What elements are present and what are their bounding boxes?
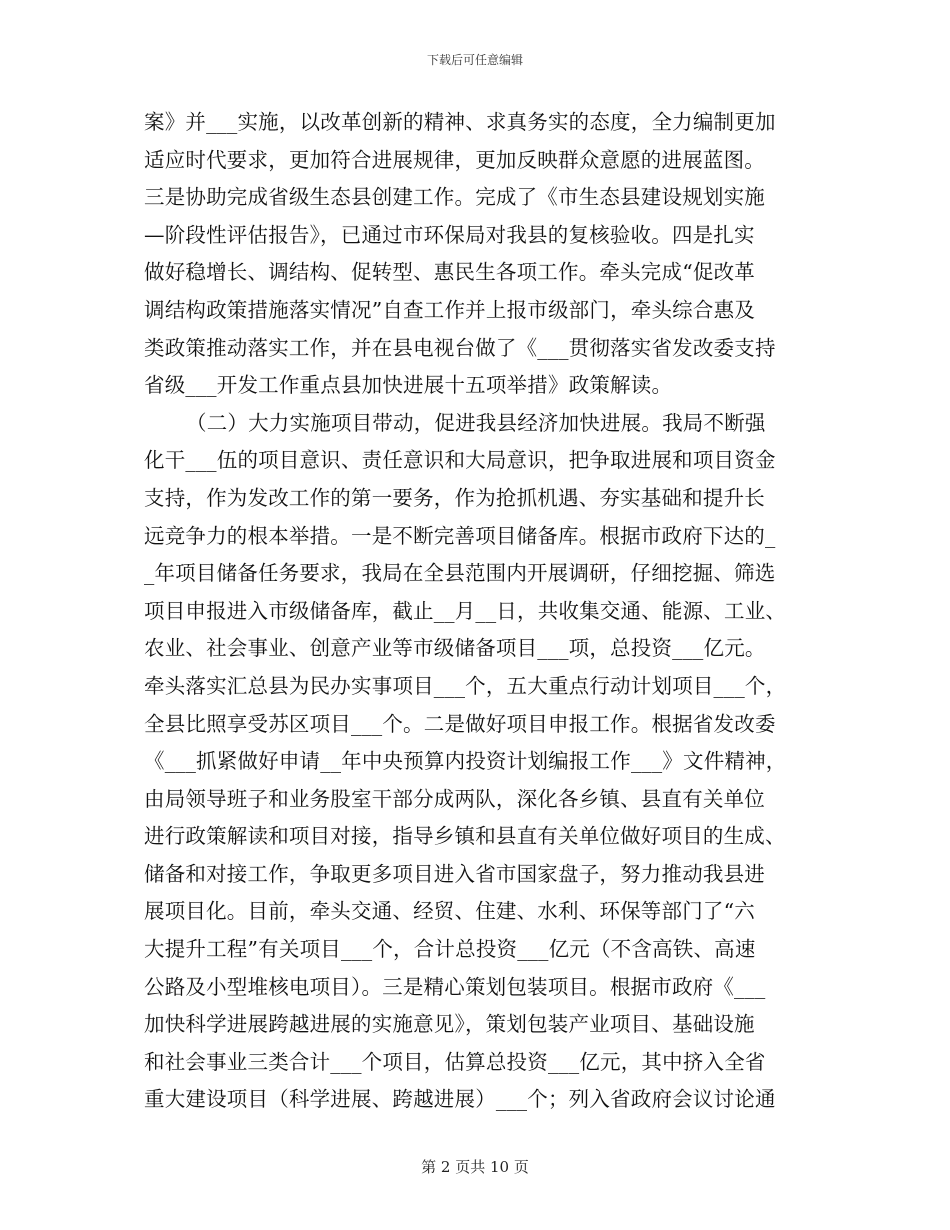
text-line: 省级___开发工作重点县加快进展十五项举措》政策解读。 <box>144 373 673 398</box>
text-line: 加快科学进展跨越进展的实施意见》，策划包装产业项目、基础设施 <box>144 1012 755 1037</box>
text-line: 支持，作为发改工作的第一要务，作为抢抓机遇、夯实基础和提升长 <box>144 485 765 510</box>
text-line: 化干___伍的项目意识、责任意识和大局意识，把争取进展和项目资金 <box>144 448 776 473</box>
text-line: 《___抓紧做好申请__年中央预算内投资计划编报工作___》文件精神， <box>144 749 787 774</box>
text-line: 公路及小型堆核电项目）。三是精心策划包装项目。根据市政府《___ <box>144 974 766 999</box>
page-number-footer: 第 2 页共 10 页 <box>421 1158 529 1176</box>
text-line: 牵头落实汇总县为民办实事项目___个，五大重点行动计划项目___个， <box>144 673 787 698</box>
document-body <box>144 104 808 1119</box>
text-line: —阶段性评估报告》，已通过市环保局对我县的复核验收。四是扎实 <box>144 222 755 247</box>
page-header: 下载后可任意编辑 <box>426 53 523 67</box>
text-line: 储备和对接工作，争取更多项目进入省市国家盘子，努力推动我县进 <box>144 861 765 886</box>
text-line: 大提升工程”有关项目___个，合计总投资___亿元（不含高铁、高速 <box>144 937 756 962</box>
text-line: 展项目化。目前，牵头交通、经贸、住建、水利、环保等部门了“六 <box>144 899 755 924</box>
text-line: 由局领导班子和业务股室干部分成两队，深化各乡镇、县直有关单位 <box>144 786 765 811</box>
text-line: 全县比照享受苏区项目___个。二是做好项目申报工作。根据省发改委 <box>144 711 776 736</box>
text-line: 三是协助完成省级生态县创建工作。完成了《市生态县建设规划实施 <box>144 185 765 210</box>
text-line: 农业、社会事业、创意产业等市级储备项目___项，总投资___亿元。 <box>144 636 766 661</box>
text-line: 做好稳增长、调结构、促转型、惠民生各项工作。牵头完成“促改革 <box>144 260 755 285</box>
text-line: 项目申报进入市级储备库，截止__月__日，共收集交通、能源、工业、 <box>144 598 787 623</box>
text-line: 调结构政策措施落实情况”自查工作并上报市级部门，牵头综合惠及 <box>144 297 755 322</box>
paragraph-start-line: （二）大力实施项目带动，促进我县经济加快进展。我局不断强 <box>186 410 766 435</box>
text-line: 重大建设项目（科学进展、跨越进展）___个；列入省政府会议讨论通 <box>144 1087 776 1112</box>
text-line: 适应时代要求，更加符合进展规律，更加反映群众意愿的进展蓝图。 <box>144 147 765 172</box>
text-line: 远竞争力的根本举措。一是不断完善项目储备库。根据市政府下达的_ <box>144 523 776 548</box>
text-line: 案》并___实施，以改革创新的精神、求真务实的态度，全力编制更加 <box>144 110 776 134</box>
text-line: 和社会事业三类合计___个项目，估算总投资___亿元，其中挤入全省 <box>144 1049 766 1074</box>
text-line: 进行政策解读和项目对接，指导乡镇和县直有关单位做好项目的生成、 <box>144 824 786 849</box>
text-line: 类政策推动落实工作，并在县电视台做了《___贯彻落实省发改委支持 <box>144 335 776 360</box>
text-line: _年项目储备任务要求，我局在全县范围内开展调研，仔细挖掘、筛选 <box>144 561 776 586</box>
